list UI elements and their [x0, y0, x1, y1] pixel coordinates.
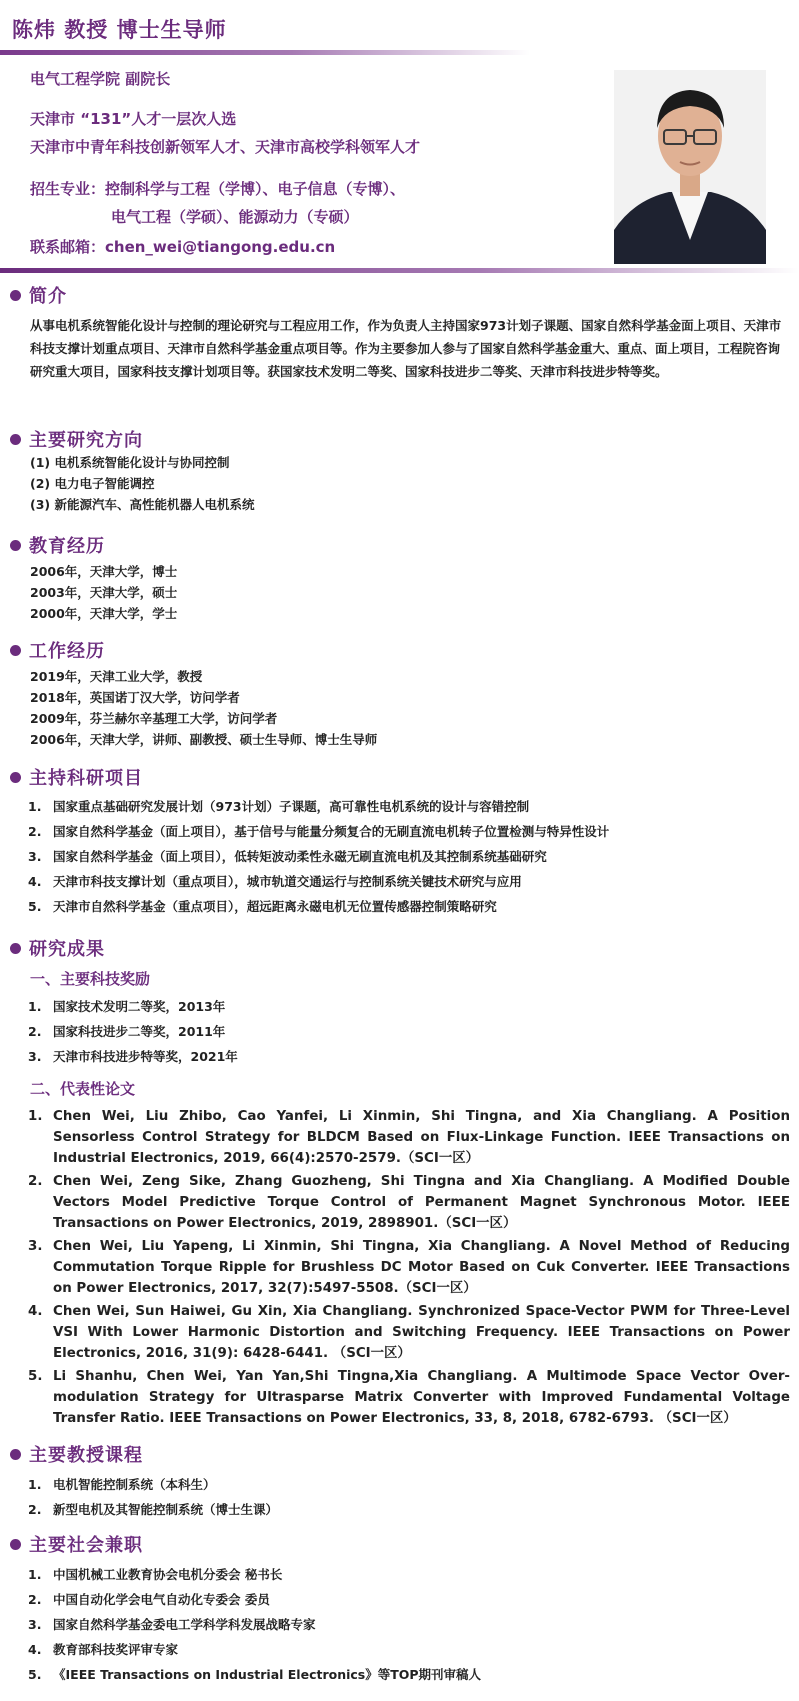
section-header-intro — [10, 283, 67, 307]
section-title: 主要研究方向 — [29, 430, 143, 451]
page-title: 陈炜 教授 博士生导师 — [12, 18, 227, 42]
list-item — [28, 894, 790, 919]
list-text: 《IEEE Transactions on Industrial Electronics》等TOP期刊审稿人 — [53, 1667, 482, 1682]
work-item: 2019年，天津工业大学，教授 — [30, 669, 203, 684]
list-number: 1. — [28, 1477, 42, 1492]
list-number: 3. — [28, 1049, 42, 1064]
header-divider — [0, 50, 530, 55]
list-item — [28, 1497, 790, 1522]
list-text: 中国自动化学会电气自动化专委会 委员 — [53, 1592, 270, 1607]
bullet-dot-icon — [10, 943, 21, 954]
list-number: 2. — [28, 824, 42, 839]
list-number: 2. — [28, 1174, 43, 1189]
list-item — [28, 1019, 790, 1044]
list-item — [28, 994, 790, 1019]
bullet-dot-icon — [10, 1539, 21, 1550]
awards-subtitle: 一、主要科技奖励 — [30, 970, 151, 988]
paper-item — [28, 1301, 790, 1364]
list-item — [28, 1612, 790, 1637]
list-item — [28, 1662, 790, 1687]
section-title: 主持科研项目 — [29, 768, 143, 789]
honor-text-2: 天津市中青年科技创新领军人才、天津市高校学科领军人才 — [30, 138, 421, 156]
list-text: 教育部科技奖评审专家 — [53, 1642, 179, 1657]
bullet-dot-icon — [10, 540, 21, 551]
list-number: 1. — [28, 999, 42, 1014]
work-item: 2009年，芬兰赫尔辛基理工大学，访问学者 — [30, 711, 278, 726]
education-item: 2000年，天津大学，学士 — [30, 606, 178, 621]
list-number: 2. — [28, 1024, 42, 1039]
intro-paragraph: 从事电机系统智能化设计与控制的理论研究与工程应用工作，作为负责人主持国家973计划子课题、国家自然科学基金面上项目、天津市科技支撑计划重点项目、天津市自然科学基金重点项目等。作为主要参加人参与了国家自然科学基金重大、重点、面上项目，工程院咨询研究重大项目，国家科技支撑计划项目等。获国家技术发明二等奖、国家科技进步二等奖、天津市科技进步特等奖。 — [30, 318, 782, 379]
paper-item — [28, 1106, 790, 1169]
list-item — [28, 819, 790, 844]
section-title: 工作经历 — [29, 641, 105, 662]
projects-list — [28, 794, 790, 919]
section-header-education — [10, 533, 105, 557]
section-title: 简介 — [29, 286, 67, 307]
list-number: 2. — [28, 1592, 42, 1607]
section-header-projects — [10, 765, 143, 789]
papers-list — [28, 1106, 790, 1431]
paper-item — [28, 1171, 790, 1234]
majors-text-2: 电气工程（学硕）、能源动力（专硕） — [111, 208, 359, 226]
work-item: 2006年，天津大学，讲师、副教授、硕士生导师、博士生导师 — [30, 732, 378, 747]
list-item — [28, 1562, 790, 1587]
list-number: 1. — [28, 1109, 43, 1124]
bullet-dot-icon — [10, 434, 21, 445]
list-number: 4. — [28, 1304, 43, 1319]
section-header-achievements — [10, 936, 105, 960]
section-title: 教育经历 — [29, 536, 105, 557]
section-divider — [0, 268, 799, 273]
list-item — [28, 844, 790, 869]
list-number: 4. — [28, 874, 42, 889]
list-text: 国家自然科学基金委电工学科学科发展战略专家 — [53, 1617, 316, 1632]
paper-item — [28, 1236, 790, 1299]
list-number: 3. — [28, 849, 42, 864]
list-item — [28, 1637, 790, 1662]
paper-citation: Chen Wei, Zeng Sike, Zhang Guozheng, Shi Tingna and Xia Changliang. A Modified Double Vectors Model Predictive Torque Control of Permanent Magnet Synchronous Motor. IEEE Transactions on Power Electronics, 2019, 2898901.（SCI一区） — [53, 1174, 790, 1231]
list-number: 3. — [28, 1617, 42, 1632]
paper-item — [28, 1366, 790, 1429]
email-text: 联系邮箱：chen_wei@tiangong.edu.cn — [30, 238, 336, 256]
list-number: 1. — [28, 1567, 42, 1582]
section-title: 主要社会兼职 — [29, 1535, 143, 1556]
list-text: 国家自然科学基金（面上项目），基于信号与能量分频复合的无刷直流电机转子位置检测与特异性设计 — [53, 824, 610, 839]
list-text: 国家自然科学基金（面上项目），低转矩波动柔性永磁无刷直流电机及其控制系统基础研究 — [53, 849, 547, 864]
list-text: 电机智能控制系统（本科生） — [53, 1477, 216, 1492]
list-item — [28, 869, 790, 894]
research-item: (2) 电力电子智能调控 — [30, 476, 155, 491]
list-text: 国家重点基础研究发展计划（973计划）子课题，高可靠性电机系统的设计与容错控制 — [53, 799, 530, 814]
list-text: 新型电机及其智能控制系统（博士生课） — [53, 1502, 279, 1517]
list-text: 国家技术发明二等奖，2013年 — [53, 999, 226, 1014]
position-text: 电气工程学院 副院长 — [30, 70, 171, 88]
education-item: 2006年，天津大学，博士 — [30, 564, 178, 579]
majors-text-1: 招生专业：控制科学与工程（学博）、电子信息（专博）、 — [30, 180, 406, 198]
honor-text-1: 天津市 “131”人才一层次人选 — [30, 110, 237, 128]
service-list — [28, 1562, 790, 1687]
list-number: 2. — [28, 1502, 42, 1517]
bullet-dot-icon — [10, 1449, 21, 1460]
list-number: 1. — [28, 799, 42, 814]
paper-citation: Chen Wei, Liu Yapeng, Li Xinmin, Shi Tingna, Xia Changliang. A Novel Method of Reducing Commutation Torque Ripple for Brushless DC Motor Based on Cuk Converter. IEEE Transactions on Power Electronics, 2017, 32(7):5497-5508.（SCI一区） — [53, 1239, 790, 1296]
paper-citation: Chen Wei, Sun Haiwei, Gu Xin, Xia Changliang. Synchronized Space-Vector PWM for Three-Level VSI With Lower Harmonic Distortion and Switching Frequency. IEEE Transactions on Power Electronics, 2016, 31(9): 6428-6441. （SCI一区） — [53, 1304, 790, 1361]
paper-citation: Chen Wei, Liu Zhibo, Cao Yanfei, Li Xinmin, Shi Tingna, and Xia Changliang. A Position Sensorless Control Strategy for BLDCM Based on Flux-Linkage Function. IEEE Transactions on Industrial Electronics, 2019, 66(4):2570-2579.（SCI一区） — [53, 1109, 790, 1166]
list-text: 天津市自然科学基金（重点项目），超远距离永磁电机无位置传感器控制策略研究 — [53, 899, 497, 914]
list-number: 5. — [28, 1369, 43, 1384]
list-number: 4. — [28, 1642, 42, 1657]
list-item — [28, 1472, 790, 1497]
list-item — [28, 794, 790, 819]
courses-list — [28, 1472, 790, 1522]
list-number: 3. — [28, 1239, 43, 1254]
bullet-dot-icon — [10, 290, 21, 301]
portrait-illustration — [614, 70, 766, 264]
section-header-courses — [10, 1442, 143, 1466]
papers-subtitle: 二、代表性论文 — [30, 1080, 136, 1098]
list-number: 5. — [28, 1667, 42, 1682]
list-number: 5. — [28, 899, 42, 914]
bullet-dot-icon — [10, 645, 21, 656]
list-text: 国家科技进步二等奖，2011年 — [53, 1024, 226, 1039]
work-item: 2018年，英国诺丁汉大学，访问学者 — [30, 690, 240, 705]
research-item: (3) 新能源汽车、高性能机器人电机系统 — [30, 497, 255, 512]
section-title: 研究成果 — [29, 939, 105, 960]
section-header-work — [10, 638, 105, 662]
profile-photo — [614, 70, 766, 264]
list-item — [28, 1587, 790, 1612]
research-item: (1) 电机系统智能化设计与协同控制 — [30, 455, 230, 470]
education-item: 2003年，天津大学，硕士 — [30, 585, 178, 600]
list-text: 天津市科技进步特等奖，2021年 — [53, 1049, 238, 1064]
bullet-dot-icon — [10, 772, 21, 783]
list-text: 天津市科技支撑计划（重点项目），城市轨道交通运行与控制系统关键技术研究与应用 — [53, 874, 522, 889]
list-item — [28, 1044, 790, 1069]
paper-citation: Li Shanhu, Chen Wei, Yan Yan,Shi Tingna,Xia Changliang. A Multimode Space Vector Over- modulation Strategy for Ultrasparse Matrix Converter with Improved Fundamental Voltage Transfer Ratio. IEEE Transactions on Power Electronics, 33, 8, 2018, 6782-6793. （SCI一区） — [53, 1369, 790, 1426]
awards-list — [28, 994, 790, 1069]
section-title: 主要教授课程 — [29, 1445, 143, 1466]
list-text: 中国机械工业教育协会电机分委会 秘书长 — [53, 1567, 283, 1582]
section-header-service — [10, 1532, 143, 1556]
section-header-research — [10, 427, 143, 451]
